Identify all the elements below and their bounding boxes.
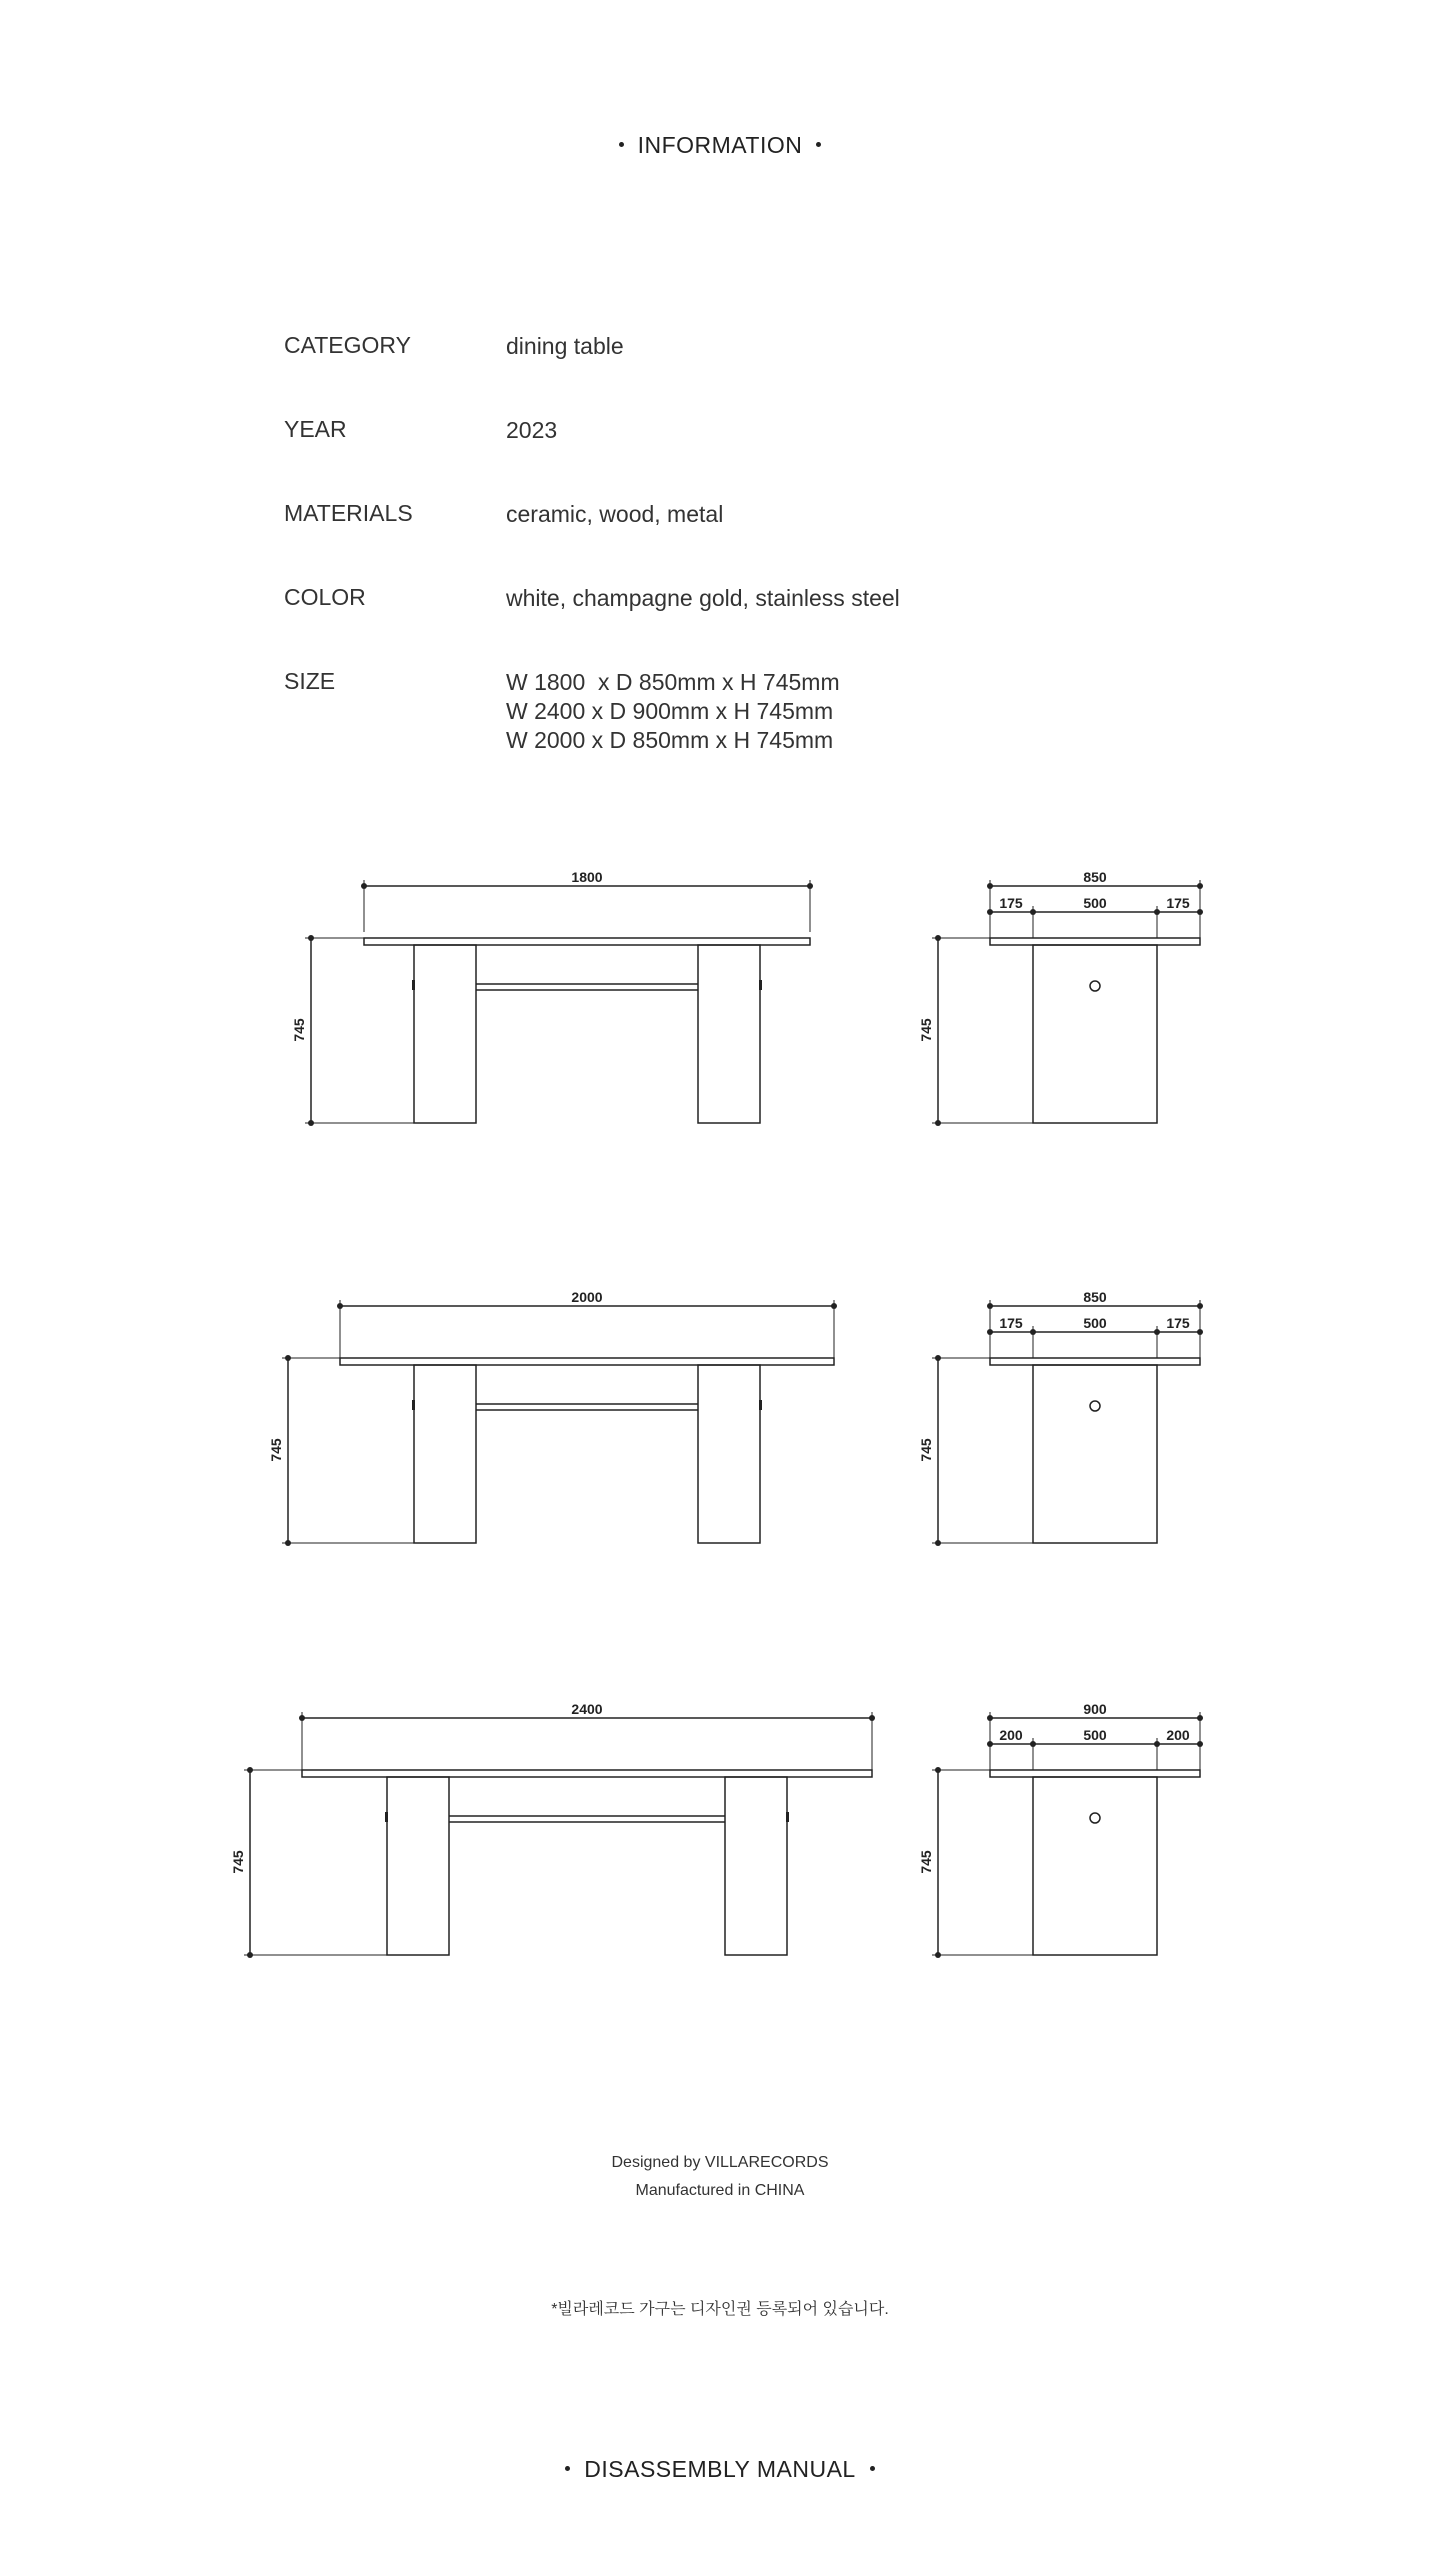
front-height-label: 745: [268, 1438, 284, 1462]
table-leg-right: [698, 945, 760, 1123]
spec-value: [506, 668, 840, 755]
drawing-2000: [0, 1280, 1440, 1560]
tabletop-front: [340, 1358, 834, 1365]
side-left-label: 200: [999, 1727, 1023, 1743]
side-height-label: 745: [918, 1850, 934, 1874]
table-leg-left: [387, 1777, 449, 1955]
spec-value: [506, 500, 723, 529]
tabletop-front: [302, 1770, 872, 1777]
side-left-label: 175: [999, 1315, 1023, 1331]
bullet-dot-icon: [816, 142, 821, 147]
spec-label: YEAR: [284, 416, 347, 442]
spec-value-line: W 2000 x D 850mm x H 745mm: [506, 727, 834, 753]
table-leg-left: [414, 945, 476, 1123]
front-width-label: 2400: [571, 1701, 603, 1717]
tabletop-side: [990, 1358, 1200, 1365]
spec-value-line: ceramic, wood, metal: [506, 501, 724, 527]
side-right-label: 175: [1166, 895, 1190, 911]
front-width-label: 1800: [571, 869, 603, 885]
spec-value: [506, 416, 557, 445]
spec-label: CATEGORY: [284, 332, 411, 358]
hole-circle-icon: [1090, 1401, 1100, 1411]
manufacture-origin: Manufactured in CHINA: [635, 2182, 805, 2199]
side-height-label: 745: [918, 1438, 934, 1462]
tabletop-side: [990, 1770, 1200, 1777]
table-base-side: [1033, 1777, 1157, 1955]
side-right-label: 175: [1166, 1315, 1190, 1331]
side-mid-label: 500: [1083, 1315, 1107, 1331]
side-left-label: 175: [999, 895, 1023, 911]
bullet-dot-icon: [619, 142, 624, 147]
information-heading: [0, 132, 1440, 159]
tabletop-front: [364, 938, 810, 945]
spec-value-line: W 1800 x D 850mm x H 745mm: [506, 669, 840, 695]
disassembly-manual-heading-text: DISASSEMBLY MANUAL: [584, 2456, 856, 2482]
table-leg-left: [414, 1365, 476, 1543]
tabletop-side: [990, 938, 1200, 945]
side-mid-label: 500: [1083, 1727, 1107, 1743]
side-depth-label: 850: [1083, 1289, 1107, 1305]
table-base-side: [1033, 1365, 1157, 1543]
spec-label: MATERIALS: [284, 500, 413, 526]
table-leg-right: [698, 1365, 760, 1543]
spec-value: [506, 584, 900, 613]
spec-label: SIZE: [284, 668, 336, 694]
spec-value: [506, 332, 624, 361]
hole-circle-icon: [1090, 1813, 1100, 1823]
bullet-dot-icon: [870, 2466, 875, 2471]
spec-value-line: 2023: [506, 417, 558, 443]
side-height-label: 745: [918, 1018, 934, 1042]
table-base-side: [1033, 945, 1157, 1123]
side-depth-label: 850: [1083, 869, 1107, 885]
drawing-2400: [0, 1692, 1440, 1972]
side-mid-label: 500: [1083, 895, 1107, 911]
front-width-label: 2000: [571, 1289, 603, 1305]
spec-value-line: white, champagne gold, stainless steel: [506, 585, 900, 611]
drawing-1800: [0, 860, 1440, 1140]
front-height-label: 745: [230, 1850, 246, 1874]
hole-circle-icon: [1090, 981, 1100, 991]
spec-value-line: W 2400 x D 900mm x H 745mm: [506, 698, 834, 724]
design-rights-notice: *빌라레코드 가구는 디자인권 등록되어 있습니다.: [551, 2301, 889, 2318]
table-leg-right: [725, 1777, 787, 1955]
side-right-label: 200: [1166, 1727, 1190, 1743]
spec-label: COLOR: [284, 584, 366, 610]
bullet-dot-icon: [565, 2466, 570, 2471]
front-height-label: 745: [291, 1018, 307, 1042]
information-heading-text: INFORMATION: [637, 132, 803, 158]
disassembly-manual-heading: [0, 2456, 1440, 2483]
designer-credit: Designed by VILLARECORDS: [611, 2154, 829, 2171]
spec-value-line: dining table: [506, 333, 624, 359]
side-depth-label: 900: [1083, 1701, 1107, 1717]
